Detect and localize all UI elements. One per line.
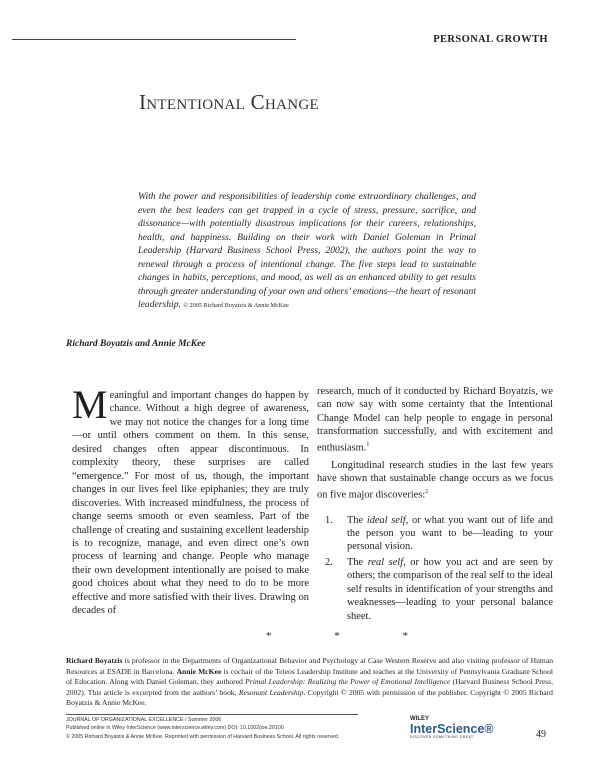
body-paragraph-continued (317, 385, 553, 455)
body-column-left (72, 382, 309, 618)
section-label: PERSONAL GROWTH (433, 34, 548, 45)
list-term: ideal self (366, 514, 406, 526)
bio-book: Primal Leadership: Realizing the Power of Emotional Intelligence (245, 677, 451, 687)
abstract-copyright: © 2005 Richard Boyatzis & Annie McKee (183, 302, 289, 309)
body-column-right (317, 385, 553, 623)
bio-text: is cochair of the Teleos Leadership Institute and teaches at the University of Pennsylvania Graduate School of Education. Along with Daniel Goleman, they authored (66, 666, 554, 687)
left-column-text: eaningful and important changes do happen by chance. Without a high degree of awareness, we may not notice the changes for a long time—or until others comment on them. In this sense, desired changes often appear discontinuous. In complexity theory, these surprises are called “emergence.” For most of us, though, the important changes in our lives feel like epiphanies; they are truly discoveries. With increased mindfulness, the process of change seems smooth or even seamless. Part of the challenge of creating and sustaining excellent leadership is to recognize, manage, and even direct one’s own process of learning and change. People who manage their own development intentionally are poised to make good choices about what they need to do to be more effective and more satisfied with their lives. Drawing on decades of (72, 390, 309, 617)
list-text: The (347, 556, 368, 568)
footer-rule (66, 714, 358, 715)
page-number: 49 (536, 729, 546, 740)
drop-cap: M (72, 382, 108, 427)
list-number: 1. (325, 514, 333, 526)
list-term: real self (367, 556, 404, 568)
published-line: Published online in Wiley InterScience (www.interscience.wiley.com) DOI: 10.1002/joe.20100 (66, 725, 284, 732)
journal-line: JOURNAL OF ORGANIZATIONAL EXCELLENCE / Summer 2006 (66, 717, 222, 723)
wiley-interscience-logo (410, 716, 494, 746)
right-column-text: research, much of it conducted by Richard Boyatzis, we can now say with some certainty that the Intentional Change Model can help people to engage in personal transformation successfully, and with excitement and enthusiasm. (317, 386, 553, 454)
list-item (325, 514, 553, 554)
footer-info (66, 716, 339, 741)
list-item (325, 556, 553, 623)
rights-line: © 2005 Richard Boyatzis & Annie McKee. Reprinted with permission of Harvard Business School. All rights reserved. (66, 733, 340, 740)
footnote-ref-2: 2 (425, 488, 429, 495)
paragraph-2-text: Longitudinal research studies in the last few years have shown that sustainable change occurs as we focus on five major discoveries: (317, 459, 553, 501)
list-text: , or how you act and are seen by others; the comparison of the real self to the ideal self results in identification of your strengths and weaknesses—leading to your personal balance sheet. (347, 556, 553, 622)
discoveries-list (317, 514, 553, 624)
logo-tagline: DISCOVER SOMETHING GREAT (410, 735, 474, 739)
abstract-text: With the power and responsibilities of leadership come extraordinary challenges, and even the best leaders can get trapped in a cycle of stress, pressure, sacrifice, and dissonance—with potentially disastrous implications for their careers, relationships, health, and happiness. Building on their work with Daniel Goleman in Primal Leadership (Harvard Business School Press, 2002), the authors point the way to renewal through a process of intentional change. The five steps lead to sustainable changes in habits, perceptions, and mood, as well as an enhanced ability to get results through greater understanding of your own and others’ emotions—the heart of resonant leadership. (138, 191, 476, 310)
author-bio (66, 656, 553, 709)
authors: Richard Boyatzis and Annie McKee (66, 339, 206, 349)
bio-text: . Copyright © 2005 with permission of the publisher. Copyright © 2005 Richard Boyatzis & Annie McKee. (66, 687, 553, 708)
bio-text: (Harvard Business School Press, 2002). This article is excerpted from the authors’ book, (66, 677, 553, 697)
bio-name: Annie McKee (176, 666, 222, 676)
logo-top-text: WILEY (410, 716, 429, 722)
list-text: , or what you want out of life and the person you want to be—leading to your personal vision. (347, 514, 553, 553)
list-number: 2. (325, 556, 333, 568)
bio-book: Resonant Leadership (238, 687, 304, 697)
header-rule (12, 39, 296, 40)
section-separator: * * * (266, 630, 438, 642)
article-title: Intentional Change (139, 90, 319, 114)
bio-text: is professor in the Departments of Organizational Behavior and Psychology at Case Western Reserve and also visiting professor of Human Resources at ESADE in Barcelona. (66, 656, 554, 676)
footnote-ref-1: 1 (366, 441, 370, 448)
abstract (138, 190, 476, 313)
bio-name: Richard Boyatzis (66, 656, 123, 665)
logo-main-text: InterScience® (410, 722, 494, 736)
list-text: The (347, 514, 367, 526)
body-paragraph-2 (317, 459, 553, 502)
body-paragraph (72, 382, 309, 618)
